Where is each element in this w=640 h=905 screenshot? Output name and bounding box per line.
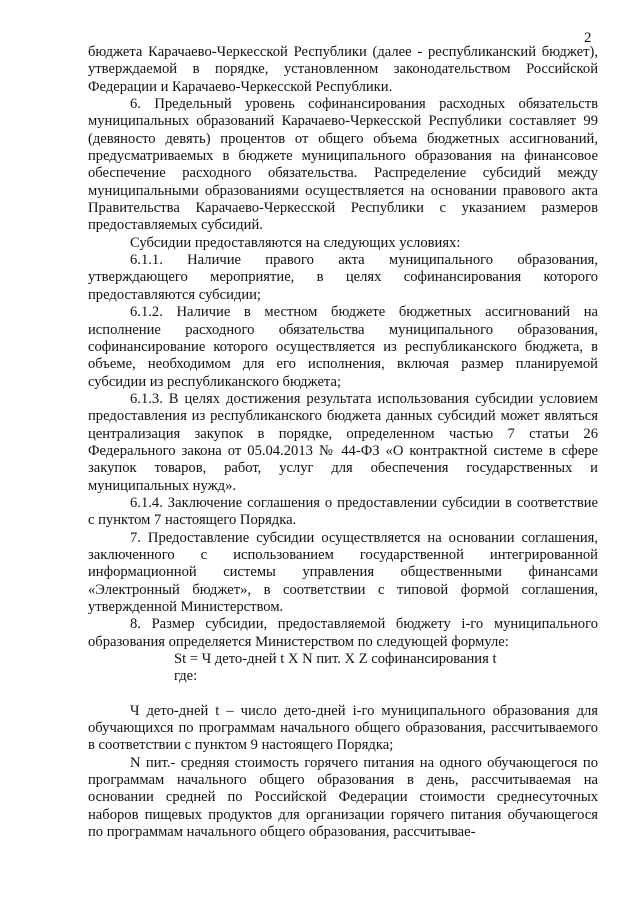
definition-children-days: Ч дето-дней t – число дето-дней i-го муниципального образования для обучающихся по программам начального общего образования, рассчитываемого в соответствии с пунктом 9 настоящего Порядка; xyxy=(88,702,598,754)
paragraph-6-1-2: 6.1.2. Наличие в местном бюджете бюджетных ассигнований на исполнение расходного обязательства муниципального образования, софинансирование которого осуществляется из республиканского бюджета, в объеме, необходимом для его исполнения, включая размер планируемой субсидии из республиканского бюджета; xyxy=(88,304,598,390)
paragraph-6-cofinancing-limit: 6. Предельный уровень софинансирования расходных обязательств муниципальных образований Карачаево-Черкесской Республики составляет 99 (девяносто девять) процентов от общего объема бюджетных ассигнований, предусматриваемых в бюджете муниципального образования на финансовое обеспечение расходного обязательства. Распределение субсидий между муниципальными образованиями осуществляется на основании правового акта Правительства Карачаево-Черкесской Республики с указанием размеров предоставляемых субсидий. xyxy=(88,96,598,234)
paragraph-6-1-3: 6.1.3. В целях достижения результата использования субсидии условием предоставления из республиканского бюджета данных субсидий может являться централизация закупок в порядке, определенном частью 7 статьи 26 Федерального закона от 05.04.2013 № 44-ФЗ «О контрактной системе в сфере закупок товаров, работ, услуг для обеспечения государственных и муниципальных нужд». xyxy=(88,390,598,494)
document-body xyxy=(88,44,598,841)
page-number: 2 xyxy=(584,30,592,46)
definition-meal-cost: N пит.- средняя стоимость горячего питания на одного обучающегося по программам начального общего образования в день, рассчитываемая на основании средней по Российской Федерации стоимости среднесуточных наборов пищевых продуктов для организации горячего питания обучающегося по программам начального общего образования, рассчитывае- xyxy=(88,754,598,841)
paragraph-6-1-4: 6.1.4. Заключение соглашения о предоставлении субсидии в соответствие с пунктом 7 настоящего Порядка. xyxy=(88,494,598,529)
subsidy-formula: St = Ч дето-дней t X N пит. X Z софинансирования t xyxy=(174,651,497,668)
paragraph-6-1-1: 6.1.1. Наличие правого акта муниципального образования, утверждающего мероприятие, в целях софинансирования которого предоставляются субсидии; xyxy=(88,252,598,303)
paragraph-8-subsidy-size: 8. Размер субсидии, предоставляемой бюджету i-го муниципального образования определяется Министерством по следующей формуле: xyxy=(88,616,598,650)
where-label: где: xyxy=(174,668,198,685)
blank-line xyxy=(88,686,598,703)
paragraph-subsidy-conditions: Субсидии предоставляются на следующих условиях: xyxy=(130,234,461,251)
paragraph-budget-continuation: бюджета Карачаево-Черкесской Республики (далее - республиканский бюджет), утверждаемой в порядке, установленном законодательством Российской Федерации и Карачаево-Черкесской Республики. xyxy=(88,44,598,95)
paragraph-7-agreement: 7. Предоставление субсидии осуществляется на основании соглашения, заключенного с использованием государственной интегрированной информационной системы управления общественными финансами «Электронный бюджет», в соответствии с типовой формой соглашения, утвержденной Министерством. xyxy=(88,529,598,615)
